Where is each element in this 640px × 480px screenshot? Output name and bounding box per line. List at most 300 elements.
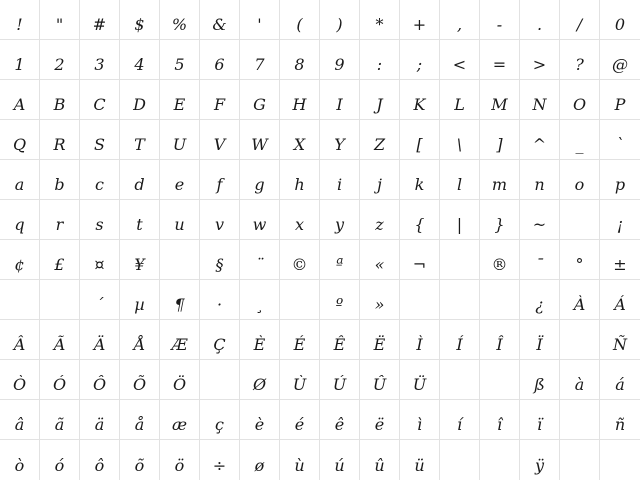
- glyph-cell: [200, 120, 240, 160]
- glyph: æ: [171, 415, 188, 434]
- glyph-cell: [200, 0, 240, 40]
- glyph: #: [92, 15, 107, 34]
- glyph: X: [293, 135, 306, 154]
- glyph-cell: [560, 280, 600, 320]
- glyph-cell: [320, 80, 360, 120]
- glyph-cell: [120, 160, 160, 200]
- glyph-cell: [360, 120, 400, 160]
- glyph-cell: [240, 80, 280, 120]
- glyph-cell: [360, 200, 400, 240]
- glyph-cell: [80, 80, 120, 120]
- glyph: ?: [575, 55, 584, 74]
- glyph: ": [55, 15, 64, 34]
- glyph-cell: [560, 80, 600, 120]
- glyph-cell: [400, 320, 440, 360]
- glyph-cell: [240, 40, 280, 80]
- glyph: c: [95, 175, 104, 194]
- glyph: [: [416, 135, 423, 154]
- glyph-cell: [280, 360, 320, 400]
- glyph-cell: [480, 120, 520, 160]
- glyph: R: [53, 135, 66, 154]
- glyph-cell: [120, 80, 160, 120]
- glyph-cell: [240, 160, 280, 200]
- glyph-cell: [360, 80, 400, 120]
- glyph-cell: [600, 0, 640, 40]
- glyph: >: [532, 55, 547, 74]
- glyph-cell: [600, 280, 640, 320]
- glyph: «: [374, 255, 385, 274]
- glyph: Õ: [132, 375, 147, 394]
- glyph-cell: [520, 80, 560, 120]
- glyph-cell: [400, 0, 440, 40]
- glyph: $: [134, 15, 145, 34]
- glyph-cell-empty: [0, 280, 40, 320]
- glyph: ·: [216, 295, 223, 314]
- glyph: ò: [14, 456, 25, 475]
- glyph-cell: [40, 160, 80, 200]
- glyph: l: [456, 175, 463, 194]
- glyph-cell: [600, 320, 640, 360]
- glyph: Ì: [416, 335, 423, 354]
- glyph-cell: [40, 80, 80, 120]
- glyph: ©: [291, 255, 308, 274]
- glyph-cell: [560, 160, 600, 200]
- glyph: b: [54, 175, 65, 194]
- glyph-cell: [80, 400, 120, 440]
- glyph-cell: [320, 0, 360, 40]
- glyph: Ä: [93, 335, 106, 354]
- glyph: ^: [532, 135, 547, 154]
- glyph-cell: [400, 360, 440, 400]
- glyph-cell: [520, 320, 560, 360]
- glyph-cell: [200, 280, 240, 320]
- glyph-cell: [280, 80, 320, 120]
- glyph-cell: [320, 240, 360, 280]
- glyph: Â: [13, 335, 26, 354]
- glyph: e: [174, 175, 185, 194]
- glyph-cell: [160, 0, 200, 40]
- glyph-cell-empty: [480, 440, 520, 480]
- glyph-cell: [320, 360, 360, 400]
- glyph: ]: [496, 135, 503, 154]
- glyph: *: [375, 15, 384, 34]
- glyph: 6: [214, 55, 225, 74]
- glyph-cell: [160, 200, 200, 240]
- glyph: q: [14, 215, 25, 234]
- glyph: s: [95, 215, 104, 234]
- glyph-cell: [160, 160, 200, 200]
- glyph: P: [614, 95, 626, 114]
- glyph-cell: [280, 400, 320, 440]
- glyph: í: [456, 415, 463, 434]
- glyph: A: [13, 95, 26, 114]
- glyph: ¥: [134, 255, 145, 274]
- glyph: ¢: [14, 255, 25, 274]
- glyph-cell-empty: [560, 440, 600, 480]
- glyph-cell: [160, 440, 200, 480]
- glyph: S: [94, 135, 105, 154]
- glyph: ,: [456, 15, 463, 34]
- glyph: W: [251, 135, 268, 154]
- glyph: {: [414, 215, 425, 234]
- glyph-cell: [280, 240, 320, 280]
- glyph: o: [574, 175, 585, 194]
- glyph: å: [134, 415, 145, 434]
- glyph: d: [134, 175, 145, 194]
- glyph-cell-empty: [200, 360, 240, 400]
- glyph-cell: [600, 200, 640, 240]
- glyph: Ü: [412, 375, 427, 394]
- glyph: Ú: [332, 375, 347, 394]
- glyph-cell: [320, 400, 360, 440]
- glyph-cell: [440, 40, 480, 80]
- glyph: Å: [133, 335, 146, 354]
- glyph: &: [212, 15, 227, 34]
- glyph-cell: [480, 320, 520, 360]
- glyph-cell: [320, 160, 360, 200]
- glyph: T: [134, 135, 145, 154]
- glyph-cell: [0, 120, 40, 160]
- glyph: Ò: [12, 375, 27, 394]
- glyph-cell: [560, 240, 600, 280]
- glyph-cell: [160, 80, 200, 120]
- glyph-cell-empty: [280, 280, 320, 320]
- glyph-cell: [480, 200, 520, 240]
- glyph: M: [491, 95, 508, 114]
- glyph: Ô: [92, 375, 107, 394]
- glyph-cell-empty: [40, 280, 80, 320]
- glyph: 1: [14, 55, 25, 74]
- glyph-cell-empty: [400, 280, 440, 320]
- glyph-cell: [480, 80, 520, 120]
- glyph: 0: [614, 15, 626, 34]
- glyph-cell: [280, 40, 320, 80]
- glyph-cell: [200, 240, 240, 280]
- glyph: ): [336, 15, 343, 34]
- glyph-cell: [160, 120, 200, 160]
- glyph: ¿: [535, 295, 544, 314]
- glyph: p: [614, 175, 626, 194]
- glyph-cell: [160, 320, 200, 360]
- glyph-cell: [120, 440, 160, 480]
- glyph-cell: [400, 120, 440, 160]
- glyph-cell: [360, 280, 400, 320]
- glyph-cell: [240, 360, 280, 400]
- glyph: a: [14, 175, 25, 194]
- glyph-cell-empty: [560, 400, 600, 440]
- glyph-cell: [320, 440, 360, 480]
- glyph-cell: [80, 280, 120, 320]
- glyph-cell: [0, 240, 40, 280]
- glyph-cell: [520, 360, 560, 400]
- glyph: U: [172, 135, 187, 154]
- glyph: õ: [134, 456, 145, 475]
- glyph: ¯: [535, 255, 544, 274]
- glyph: t: [136, 215, 143, 234]
- glyph: -: [496, 15, 503, 34]
- glyph: Ã: [53, 335, 66, 354]
- glyph: ~: [532, 215, 547, 234]
- glyph-cell: [120, 360, 160, 400]
- glyph: ú: [334, 456, 345, 475]
- glyph: =: [492, 55, 507, 74]
- glyph-cell: [40, 120, 80, 160]
- glyph-cell: [600, 80, 640, 120]
- glyph-cell: [360, 0, 400, 40]
- glyph-cell: [360, 240, 400, 280]
- glyph-cell: [520, 0, 560, 40]
- glyph: Ç: [213, 335, 226, 354]
- glyph-cell: [240, 440, 280, 480]
- glyph-cell: [200, 80, 240, 120]
- glyph: H: [292, 95, 307, 114]
- glyph-cell: [280, 160, 320, 200]
- glyph-cell-empty: [480, 360, 520, 400]
- glyph-cell: [440, 120, 480, 160]
- glyph-cell: [120, 280, 160, 320]
- glyph-cell: [520, 240, 560, 280]
- glyph: Æ: [171, 335, 188, 354]
- glyph: ': [257, 15, 262, 34]
- glyph-cell: [0, 0, 40, 40]
- glyph-cell: [320, 200, 360, 240]
- glyph: 7: [254, 55, 265, 74]
- glyph-cell: [80, 240, 120, 280]
- glyph-cell: [40, 400, 80, 440]
- glyph-cell: [120, 40, 160, 80]
- glyph-cell: [40, 0, 80, 40]
- glyph: Ñ: [613, 335, 627, 354]
- glyph-cell: [0, 440, 40, 480]
- glyph-cell: [520, 120, 560, 160]
- glyph-cell: [520, 160, 560, 200]
- glyph: Ó: [52, 375, 67, 394]
- glyph: `: [616, 135, 624, 154]
- glyph-cell-empty: [600, 440, 640, 480]
- glyph-cell: [360, 160, 400, 200]
- glyph-cell: [80, 40, 120, 80]
- glyph-cell: [240, 280, 280, 320]
- glyph-cell: [0, 40, 40, 80]
- glyph-cell: [600, 40, 640, 80]
- glyph: 3: [94, 55, 105, 74]
- glyph: y: [334, 215, 345, 234]
- glyph-cell: [80, 320, 120, 360]
- glyph-cell: [240, 0, 280, 40]
- glyph: ÿ: [534, 456, 545, 475]
- glyph-cell-empty: [440, 440, 480, 480]
- glyph: ó: [54, 456, 65, 475]
- glyph: É: [293, 335, 306, 354]
- glyph: ô: [94, 456, 105, 475]
- glyph: I: [336, 95, 343, 114]
- glyph-cell: [200, 400, 240, 440]
- glyph: i: [336, 175, 343, 194]
- glyph: é: [294, 415, 305, 434]
- glyph: G: [253, 95, 266, 114]
- glyph-cell: [600, 400, 640, 440]
- glyph: Ï: [536, 335, 543, 354]
- glyph: !: [16, 15, 23, 34]
- glyph-cell: [120, 400, 160, 440]
- glyph: :: [376, 55, 383, 74]
- glyph-cell: [160, 280, 200, 320]
- glyph: ê: [334, 415, 345, 434]
- glyph: <: [452, 55, 467, 74]
- glyph-cell: [40, 440, 80, 480]
- glyph: Á: [614, 295, 626, 314]
- glyph-cell: [160, 360, 200, 400]
- glyph-cell: [560, 0, 600, 40]
- glyph: N: [532, 95, 547, 114]
- glyph: +: [412, 15, 427, 34]
- glyph-cell: [200, 40, 240, 80]
- glyph: »: [374, 295, 385, 314]
- glyph: v: [214, 215, 225, 234]
- glyph: °: [575, 255, 584, 274]
- glyph: ¶: [174, 295, 185, 314]
- glyph: Í: [456, 335, 463, 354]
- glyph: Z: [373, 135, 386, 154]
- glyph-cell: [80, 160, 120, 200]
- glyph-cell: [80, 360, 120, 400]
- glyph: £: [54, 255, 65, 274]
- glyph: ÷: [212, 456, 227, 475]
- glyph: Î: [496, 335, 503, 354]
- glyph-cell: [40, 240, 80, 280]
- glyph: F: [213, 95, 226, 114]
- glyph: B: [53, 95, 66, 114]
- glyph-cell: [320, 120, 360, 160]
- glyph-cell: [360, 440, 400, 480]
- glyph: g: [254, 175, 265, 194]
- glyph-cell: [320, 280, 360, 320]
- glyph: Ë: [373, 335, 386, 354]
- glyph: ®: [491, 255, 508, 274]
- glyph: j: [377, 175, 382, 194]
- glyph: î: [496, 415, 503, 434]
- glyph: u: [174, 215, 185, 234]
- glyph: ï: [536, 415, 543, 434]
- glyph-cell: [120, 320, 160, 360]
- glyph: f: [216, 175, 223, 194]
- glyph: 9: [334, 55, 345, 74]
- glyph-cell: [480, 160, 520, 200]
- glyph: º: [335, 295, 344, 314]
- glyph-cell: [480, 40, 520, 80]
- glyph: §: [215, 255, 224, 274]
- glyph-cell: [440, 400, 480, 440]
- glyph: D: [133, 95, 146, 114]
- glyph-cell: [120, 200, 160, 240]
- glyph: ª: [335, 255, 344, 274]
- glyph: Û: [372, 375, 387, 394]
- glyph-cell-empty: [560, 320, 600, 360]
- glyph-cell: [400, 200, 440, 240]
- glyph: %: [171, 15, 188, 34]
- glyph: m: [491, 175, 508, 194]
- glyph-cell: [120, 120, 160, 160]
- glyph-cell: [280, 200, 320, 240]
- glyph-cell: [280, 0, 320, 40]
- glyph: z: [375, 215, 384, 234]
- glyph: J: [376, 95, 383, 114]
- glyph-cell: [400, 240, 440, 280]
- glyph: k: [414, 175, 425, 194]
- glyph-cell: [560, 120, 600, 160]
- glyph: ì: [416, 415, 423, 434]
- glyph: Y: [334, 135, 345, 154]
- glyph: à: [574, 375, 585, 394]
- glyph: C: [93, 95, 106, 114]
- glyph-cell: [360, 320, 400, 360]
- glyph-cell-empty: [440, 280, 480, 320]
- glyph-cell: [0, 80, 40, 120]
- glyph-cell: [560, 360, 600, 400]
- glyph-cell: [520, 40, 560, 80]
- glyph-cell: [160, 40, 200, 80]
- glyph: è: [254, 415, 265, 434]
- glyph-cell: [400, 400, 440, 440]
- glyph: x: [294, 215, 305, 234]
- glyph: ¤: [94, 255, 105, 274]
- glyph: À: [573, 295, 586, 314]
- glyph-cell: [480, 240, 520, 280]
- glyph-cell: [440, 0, 480, 40]
- glyph-cell: [240, 120, 280, 160]
- glyph-cell: [440, 200, 480, 240]
- glyph: ü: [414, 456, 425, 475]
- glyph-cell-empty: [560, 200, 600, 240]
- glyph: ¸: [255, 295, 264, 314]
- glyph-cell: [360, 40, 400, 80]
- glyph: ±: [613, 255, 627, 274]
- glyph-cell: [320, 320, 360, 360]
- glyph: û: [374, 456, 385, 475]
- glyph: _: [575, 135, 584, 154]
- glyph: /: [576, 15, 583, 34]
- glyph-cell: [160, 400, 200, 440]
- glyph: ñ: [614, 415, 626, 434]
- glyph: 5: [174, 55, 185, 74]
- glyph: È: [253, 335, 266, 354]
- glyph: Ù: [292, 375, 307, 394]
- glyph: ë: [374, 415, 385, 434]
- glyph-cell: [560, 40, 600, 80]
- glyph: ä: [94, 415, 105, 434]
- glyph: O: [572, 95, 587, 114]
- glyph: K: [413, 95, 426, 114]
- glyph-cell: [40, 360, 80, 400]
- glyph: L: [454, 95, 465, 114]
- glyph-cell: [80, 200, 120, 240]
- glyph-cell: [240, 200, 280, 240]
- glyph: ;: [416, 55, 423, 74]
- glyph-cell: [120, 240, 160, 280]
- glyph-cell: [40, 40, 80, 80]
- glyph-cell: [120, 0, 160, 40]
- glyph: â: [14, 415, 25, 434]
- glyph-cell: [80, 440, 120, 480]
- glyph: r: [55, 215, 64, 234]
- glyph-cell: [320, 40, 360, 80]
- glyph-cell: [0, 160, 40, 200]
- glyph-cell: [520, 280, 560, 320]
- glyph-cell: [400, 160, 440, 200]
- glyph: ß: [534, 375, 545, 394]
- glyph-cell: [400, 80, 440, 120]
- glyph: ö: [174, 456, 185, 475]
